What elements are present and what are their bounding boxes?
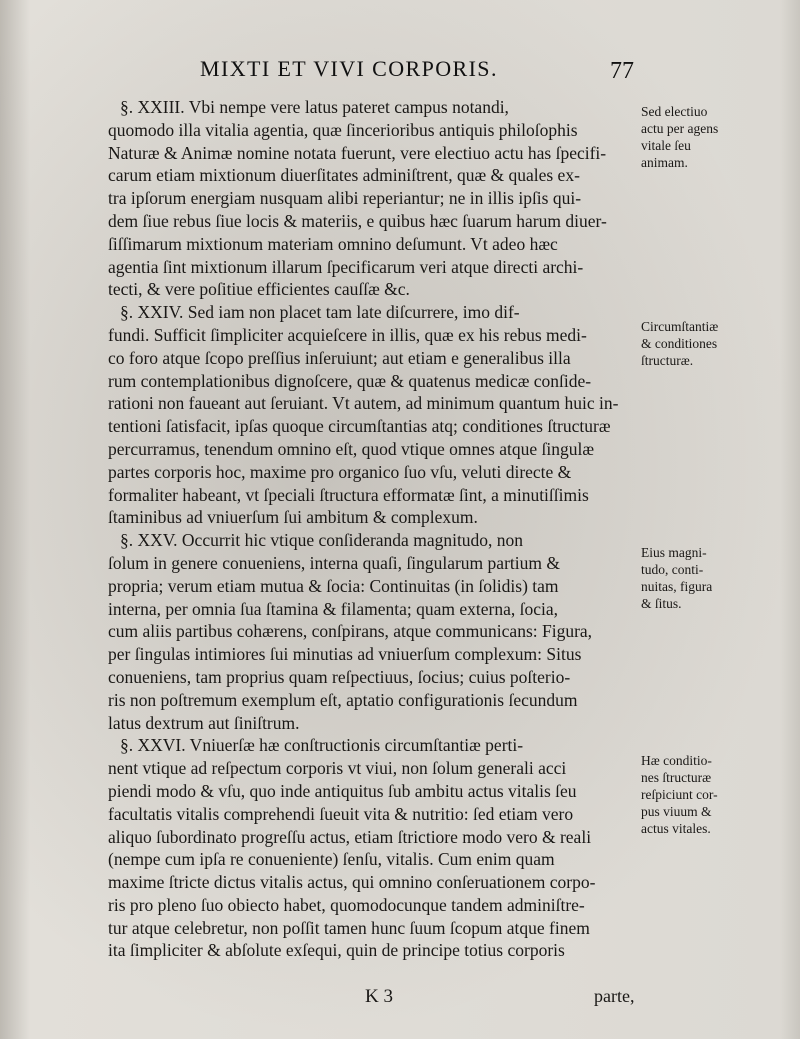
- margin-note-line: actus vitales.: [641, 821, 711, 836]
- text-line: tra ipſorum energiam nusquam alibi reperiantur; ne in illis ipſis qui-: [108, 188, 582, 209]
- text-line: ſolum in genere conueniens, interna quaſi, ſingularum partium &: [108, 552, 560, 573]
- margin-note-line: & conditiones: [641, 336, 718, 351]
- text-line: tecti, & vere poſitiue efficientes cauſſæ &c.: [108, 279, 410, 300]
- page-number: 77: [610, 58, 634, 84]
- text-line: §. XXV. Occurrit hic vtique conſideranda magnitudo, non: [120, 530, 524, 551]
- margin-note-line: nes ſtructuræ: [641, 770, 712, 785]
- margin-note-line: tudo, conti-: [641, 562, 704, 577]
- text-line: dem ſiue rebus ſiue locis & materiis, e quibus hæc ſuarum harum diuer-: [108, 210, 607, 231]
- text-line: interna, per omnia ſua ſtamina & filamenta; quam externa, ſocia,: [108, 598, 558, 619]
- text-line: ſiſſimarum mixtionum materiam omnino deſumunt. Vt adeo hæc: [108, 233, 558, 254]
- text-line: quomodo illa vitalia agentia, quæ ſincerioribus antiquis philoſophis: [108, 119, 578, 140]
- margin-note-line: nuitas, figura: [641, 579, 713, 594]
- text-line: Naturæ & Animæ nomine notata fuerunt, vere electiuo actu has ſpecifi-: [108, 142, 607, 163]
- margin-note-line: Circumſtantiæ: [641, 319, 719, 334]
- text-line: nent vtique ad reſpectum corporis vt viui, non ſolum generali acci: [108, 758, 567, 779]
- text-line: ſtaminibus ad vniuerſum ſui ambitum & complexum.: [108, 507, 478, 528]
- text-line: co foro atque ſcopo preſſius inſeruiunt; aut etiam e generalibus illa: [108, 347, 571, 368]
- margin-note-conditiones: [641, 752, 799, 837]
- margin-note-line: pus viuum &: [641, 804, 712, 819]
- text-line: aliquo ſubordinato progreſſu actus, etiam ſtrictiore modo vero & reali: [108, 826, 592, 847]
- margin-note-line: & ſitus.: [641, 596, 682, 611]
- text-line: rationi non faueant aut ſeruiant. Vt autem, ad minimum quantum huic in-: [108, 393, 619, 414]
- margin-note-line: actu per agens: [641, 121, 719, 136]
- text-line: (nempe cum ipſa re conueniente) ſenſu, vitalis. Cum enim quam: [108, 849, 555, 870]
- text-line: §. XXIII. Vbi nempe vere latus pateret campus notandi,: [120, 97, 509, 117]
- text-line: ris non poſtremum exemplum eſt, aptatio configurationis ſecundum: [108, 689, 578, 710]
- margin-note-line: Sed electiuo: [641, 104, 708, 119]
- margin-note-electiuo: [641, 103, 799, 171]
- text-line: facultatis vitalis comprehendi ſueuit vita & nutritio: ſed etiam vero: [108, 803, 574, 824]
- text-line: partes corporis hoc, maxime pro organico ſuo vſu, veluti directe &: [108, 461, 572, 482]
- catchword: parte,: [594, 986, 635, 1006]
- body-text: [108, 96, 638, 962]
- text-line: per ſingulas intimiores ſui minutias ad vniuerſum complexum: Situs: [108, 644, 582, 665]
- text-line: rum contemplationibus dignoſcere, quæ & quatenus medicæ conſide-: [108, 370, 592, 391]
- margin-note-line: ſtructuræ.: [641, 353, 694, 368]
- text-line: piendi modo & vſu, quo inde antiquitus ſub ambitu actus vitalis ſeu: [108, 780, 577, 801]
- margin-note-circumstantiae: [641, 318, 799, 369]
- text-line: maxime ſtricte dictus vitalis actus, qui omnino conſeruationem corpo-: [108, 872, 596, 893]
- signature-mark: K 3: [365, 986, 393, 1007]
- margin-note-line: reſpiciunt cor-: [641, 787, 718, 802]
- text-line: tur atque celebretur, non poſſit tamen hunc ſuum ſcopum atque finem: [108, 917, 590, 938]
- margin-note-line: Hæ conditio-: [641, 753, 712, 768]
- margin-note-line: Eius magni-: [641, 545, 707, 560]
- text-line: conueniens, tam proprius quam reſpectiuus, ſocius; cuius poſterio-: [108, 666, 571, 687]
- text-line: fundi. Sufficit ſimpliciter acquieſcere in illis, quæ ex his rebus medi-: [108, 324, 587, 345]
- text-line: §. XXVI. Vniuerſæ hæ conſtructionis circumſtantiæ perti-: [120, 735, 524, 756]
- margin-note-magnitudo: [641, 544, 799, 612]
- text-line: tentioni ſatisfacit, ipſas quoque circumſtantias atq; conditiones ſtructuræ: [108, 416, 611, 437]
- running-title: MIXTI ET VIVI CORPORIS.: [200, 56, 498, 81]
- margin-note-line: animam.: [641, 155, 688, 170]
- text-line: ita ſimpliciter & abſolute exſequi, quin de principe totius corporis: [108, 940, 565, 961]
- text-line: percurramus, tenendum omnino eſt, quod vtique omnes atque ſingulæ: [108, 438, 595, 459]
- margin-note-line: vitale ſeu: [641, 138, 691, 153]
- text-line: latus dextrum aut ſiniſtrum.: [108, 712, 300, 733]
- text-line: agentia ſint mixtionum illarum ſpecificarum veri atque directi archi-: [108, 256, 584, 277]
- text-line: carum etiam mixtionum diuerſitates adminiſtrent, quæ & quales ex-: [108, 165, 580, 186]
- text-line: ris pro pleno ſuo obiecto habet, quomodocunque tandem adminiſtre-: [108, 894, 585, 915]
- text-line: propria; verum etiam mutua & ſocia: Continuitas (in ſolidis) tam: [108, 575, 559, 596]
- text-line: cum aliis partibus cohærens, conſpirans, atque communicans: Figura,: [108, 621, 593, 642]
- text-line: §. XXIV. Sed iam non placet tam late diſcurrere, imo dif-: [120, 302, 520, 323]
- text-line: formaliter habeant, vt ſpeciali ſtructura efformatæ ſint, a minutiſſimis: [108, 484, 589, 505]
